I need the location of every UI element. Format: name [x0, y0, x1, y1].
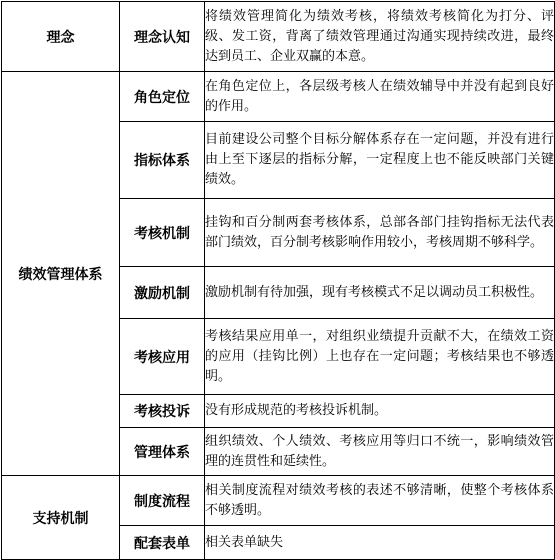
description-cell: 在角色定位上，各层级考核人在绩效辅导中并没有起到良好的作用。: [205, 72, 555, 122]
subcategory-cell: 激励机制: [120, 267, 205, 319]
subcategory-cell: 指标体系: [120, 122, 205, 199]
problem-analysis-table: [1, 1, 555, 560]
subcategory-cell: 理念认知: [120, 2, 205, 72]
description-cell: 挂钩和百分制两套考核体系，总部各部门挂钩指标无法代表部门绩效，百分制考核影响作用较小，考核周期不够科学。: [205, 199, 555, 267]
subcategory-cell: 配套表单: [120, 526, 205, 560]
category-cell-support-mechanism: 支持机制: [2, 476, 120, 560]
table-row: [2, 72, 555, 122]
description-cell: 没有形成规范的考核投诉机制。: [205, 395, 555, 428]
description-cell: 组织绩效、个人绩效、考核应用等归口不统一，影响绩效管理的连贯性和延续性。: [205, 428, 555, 476]
description-cell: 相关表单缺失: [205, 526, 555, 560]
subcategory-cell: 考核应用: [120, 319, 205, 395]
description-cell: 激励机制有待加强，现有考核模式不足以调动员工积极性。: [205, 267, 555, 319]
subcategory-cell: 考核投诉: [120, 395, 205, 428]
description-cell: 相关制度流程对绩效考核的表述不够清晰，使整个考核体系不够透明。: [205, 476, 555, 526]
description-cell: 考核结果应用单一，对组织业绩提升贡献不大，在绩效工资的应用（挂钩比例）上也存在一定问题；考核结果也不够透明。: [205, 319, 555, 395]
description-cell: 将绩效管理简化为绩效考核，将绩效考核简化为打分、评级、发工资，背离了绩效管理通过沟通实现持续改进，最终达到员工、企业双赢的本意。: [205, 2, 555, 72]
subcategory-cell: 制度流程: [120, 476, 205, 526]
subcategory-cell: 角色定位: [120, 72, 205, 122]
subcategory-cell: 考核机制: [120, 199, 205, 267]
category-cell-performance-system: 绩效管理体系: [2, 72, 120, 476]
table-row: [2, 476, 555, 526]
description-cell: 目前建设公司整个目标分解体系存在一定问题，并没有进行由上至下逐层的指标分解，一定程度上也不能反映部门关键绩效。: [205, 122, 555, 199]
table-row: [2, 2, 555, 72]
subcategory-cell: 管理体系: [120, 428, 205, 476]
category-cell-concept: 理念: [2, 2, 120, 72]
